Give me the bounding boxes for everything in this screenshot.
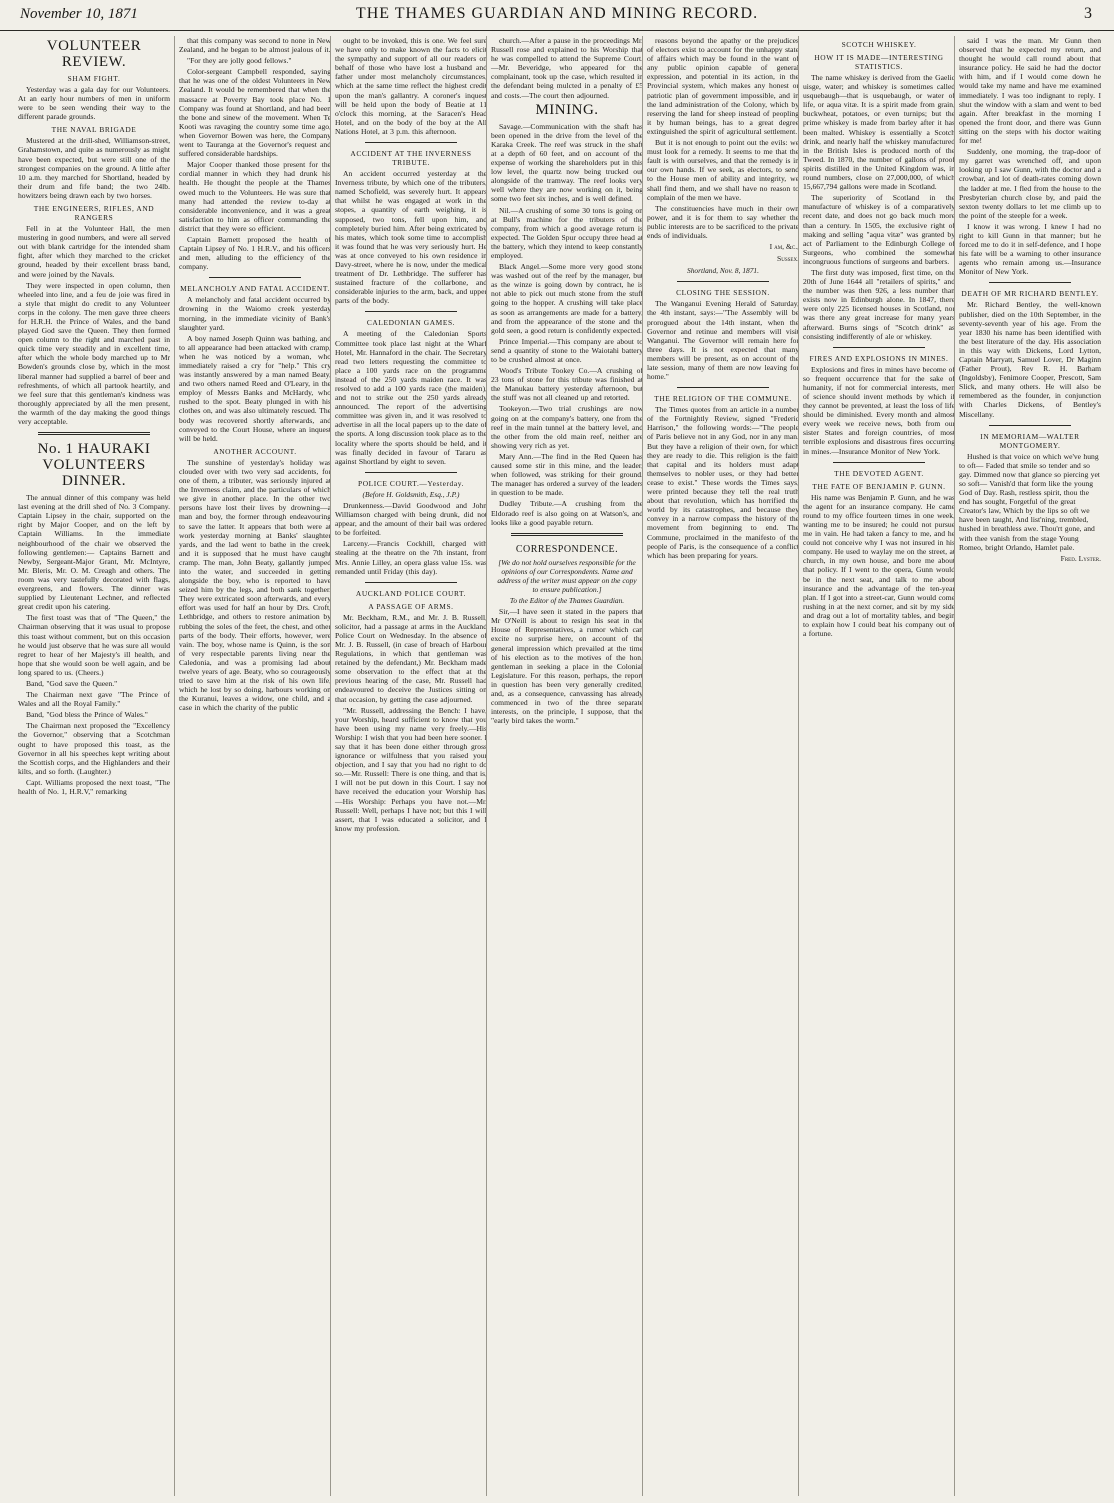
article-paragraph: that this company was second to none in New Zealand, and he began to be almost jealous of it. bbox=[179, 36, 331, 55]
article-paragraph: Mary Ann.—The find in the Red Queen has caused some stir in this mine, and the leader, when followed, was striking for their ground. The manager has ordered a survey of the leaders in question to be made. bbox=[491, 451, 643, 498]
section-divider bbox=[365, 311, 457, 312]
poem-author: Fred. Lyster. bbox=[1060, 553, 1101, 563]
headline-volunteer-review: VOLUNTEER REVIEW. bbox=[46, 38, 142, 70]
headline-another-account: ANOTHER ACCOUNT. bbox=[213, 446, 297, 456]
column-6 bbox=[798, 36, 955, 1496]
article-paragraph: Suddenly, one morning, the trap-door of my garret was wrenched off, and upon looking up I saw Gunn, with the doctor and a crowbar, and lot of death-rates coming down the ladder at me. I fled from the house to the Presbyterian church close by, and paid the sexton twenty dollars to let me climb up to the point of the steeple for a week. bbox=[959, 147, 1101, 220]
section-divider bbox=[989, 282, 1071, 283]
subhead-naval-brigade: THE NAVAL BRIGADE bbox=[51, 125, 137, 135]
article-paragraph: "For they are jolly good fellows." bbox=[187, 56, 292, 66]
article-paragraph: The Chairman next gave "The Prince of Wales and all the Royal Family." bbox=[18, 690, 170, 709]
article-paragraph: A melancholy and fatal accident occurred by drowning in the Waiomo creek yesterday morning, in the immediate vicinity of Bank's slaughter yard. bbox=[179, 295, 331, 332]
article-paragraph: His name was Benjamin P. Gunn, and he was the agent for an insurance company. He came round to my office fourteen times in one week, wanting me to be insured; he could not pursue me in vain. He had taken a fancy to me, and he could not conceive why I was not insured in his company. He used to waylay me on the street, at church, in my own house, and bore me about that policy. If I went to the opera, Gunn would be in the next seat, and talk to me about insurance and the advantage of the ten-year plan. If I got into a street-car, Gunn would come rushing in at the next corner, and sit by my side and drag out a lot of mortality tables, and begin to explain how I could beat his company out of a fortune. bbox=[803, 492, 955, 639]
column-7 bbox=[954, 36, 1101, 1496]
editor-disclaimer: [We do not hold ourselves responsible for the opinions of our Correspondents. Name and address of the writer must appear on the copy to ensure publication.] bbox=[497, 557, 637, 594]
page-number: 3 bbox=[1084, 5, 1092, 22]
article-paragraph: Fell in at the Volunteer Hall, the men mustering in good numbers, and were all served out with blank cartridge for the intended sham fight, after which they marched to the cricket ground, headed by their excellent brass band, and were joined by the Navals. bbox=[18, 224, 170, 279]
headline-devoted-agent: THE DEVOTED AGENT. bbox=[834, 468, 924, 478]
section-divider bbox=[38, 432, 150, 435]
article-paragraph: The constituencies have much in their own power, and it is for them to say whether the public interests are to be sacrificed to the private ends of individuals. bbox=[647, 203, 799, 240]
article-paragraph: Tookeyon.—Two trial crushings are now going on at the company's battery, one from the reef in the main tunnel at the battery level, and the other from the old main reef, neither are showing very rich as yet. bbox=[491, 404, 643, 450]
article-paragraph: Mustered at the drill-shed, Williamson-street, Grahamstown, and quite as numerously as might have been expected, but were still one of the strongest companies on the ground. A little after 10 a.m. they marched for Shortland, headed by their drum and fife band; the two 24lb. howitzers being drawn each by two horses. bbox=[18, 136, 170, 200]
headline-inverness-accident: ACCIDENT AT THE INVERNESS TRIBUTE. bbox=[350, 149, 472, 168]
headline-police-court: POLICE COURT.—Yesterday. bbox=[358, 478, 464, 488]
headline-death-bentley: DEATH OF MR RICHARD BENTLEY. bbox=[961, 289, 1099, 299]
article-paragraph: church.—After a pause in the proceedings Mr. Russell rose and explained to his Worship that he was compelled to attend the Supreme Court.—Mr. Beveridge, who appeared for the complainant, took up the case, which resulted in the defendant being mulcted in a penalty of £5 and costs.—The court then adjourned. bbox=[491, 36, 643, 100]
headline-closing-session: CLOSING THE SESSION. bbox=[676, 288, 770, 298]
headline-mining: MINING. bbox=[535, 101, 599, 118]
section-divider bbox=[677, 387, 769, 388]
article-paragraph: Captain Barnett proposed the health of Captain Lipsey of No. 1 H.R.V., and his officers and men, alluding to the efficiency of the company. bbox=[179, 234, 331, 272]
article-paragraph: The Chairman next proposed the "Excellency the Governor," observing that a Scotchman ought to have proposed this toast, as the Governor in all his speeches kept writing about the Scottish corps, and the Highlanders and their kilts, and so forth. (Laughter.) bbox=[18, 721, 170, 776]
article-paragraph: Color-sergeant Campbell responded, saying that he was one of the oldest Volunteers in New Zealand. It would be remembered that when the massacre at Poverty Bay took place No. 1 Company was found at Shortland, and had been the bone and sinew of the movement. When Te Kooti was ravaging the country some time ago, when Governor Bowen was here, the Company went to Tauranga at the Governor's request and suffered considerable hardships. bbox=[179, 67, 331, 159]
article-paragraph: A meeting of the Caledonian Sports Committee took place last night at the Wharf Hotel, Mr. Hannaford in the chair. The Secretary read two letters requesting the committee to place a 100 yards race on the programme instead of the 250 yards maiden race. It was resolved to add a 100 yards race (the maiden), and not to strike out the 250 yards already announced. The report of the advertising committee was given in, and it was resolved to advertise in all the local papers up to the date of the sports. A long discussion took place as to the locality where the sports should be held, and it was finally decided in favour of Tararu as against Shortland by eight to seven. bbox=[335, 329, 487, 466]
section-divider bbox=[365, 582, 457, 583]
article-paragraph: Black Angel.—Some more very good stone was washed out of the reef by the manager, but as the winze is going down by contract, he is not able to pick out much stone from the stuff going to the hopper. A crushing will take place as soon as arrangements are made for a battery, and from the appearance of the stone and the gold seen, a good return is confidently expected. bbox=[491, 262, 643, 335]
letter-dateline: Shortland, Nov. 8, 1871. bbox=[687, 266, 759, 276]
article-paragraph: The first duty was imposed, first time, on the 20th of June 1644 all "retailers of spirits," and the number was then 926, a less number than exists now in Edinburgh alone. In 1847, there were only 225 licensed houses in Scotland, nor was there any great increase for many years afterward. Burns sings of "Scotch drink" as consisting indifferently of ale or whiskey. bbox=[803, 267, 955, 341]
headline-scotch-whiskey: SCOTCH WHISKEY. bbox=[841, 40, 917, 49]
section-divider bbox=[833, 462, 925, 463]
article-paragraph: Mr. Richard Bentley, the well-known publisher, died on the 10th September, in the seventy-seventh year of his age. From the year 1830 his name has been identified with the best literature of the day. His association in this way with Dickens, Lord Lytton, Captain Marryatt, Samuel Lover, Dr Maginn (Father Prout), Rev R. H. Barham (Ingoldsby), Fenimore Cooper, Prescott, Sam Slick, and many others. He will also be remembered as the founder, in conjunction with Charles Dickens, of Bentley's Miscellany. bbox=[959, 300, 1101, 419]
article-paragraph: Drunkenness.—David Goodwood and John Williamson charged with being drunk, did not appear, and the amount of their bail was ordered to be forfeited. bbox=[335, 500, 487, 538]
article-paragraph: Band, "God save the Queen." bbox=[26, 678, 118, 688]
article-paragraph: Prince Imperial.—This company are about to send a quantity of stone to the Waiotahi battery to be crushed almost at once. bbox=[491, 336, 643, 364]
section-divider bbox=[677, 281, 769, 282]
article-paragraph: Savage.—Communication with the shaft has been opened in the drive from the level of the Karaka Creek. The reef was struck in the shaft at a depth of 60 feet, and on account of the expense of working the shareholders put in this low level, the quartz now being trucked out alongside of the tramway. The reef looks very well where they are now working on it, being some two feet six inches, and is well defined. bbox=[491, 121, 643, 204]
article-paragraph: I know it was wrong. I knew I had no right to kill Gunn in that manner; but he forced me to do it in self-defence, and I hope his fate will be a warning to other insurance agents who remain among us.—Insurance Monitor of New York. bbox=[959, 221, 1101, 277]
section-divider bbox=[511, 533, 623, 536]
subhead-engineers: THE ENGINEERS, RIFLES, AND RANGERS bbox=[33, 204, 155, 223]
article-paragraph: Yesterday was a gala day for our Volunteers. At an early hour numbers of men in uniform were to be seen wending their way to the different parade grounds. bbox=[18, 85, 170, 122]
article-paragraph: They were inspected in open column, then wheeled into line, and a feu de joie was fired in a style that might do credit to any Volunteer corps in the colony. The men gave three cheers for H.R.H. the Prince of Wales, and the band played God save the Queen. They then formed open column to the right and marched past in quick time very steadily and in excellent time, after which the whole body marched up to Mr Bowden's grounds close by, which in the most liberal manner had supplied a barrel of beer and refreshments, of which all partook heartily, and we feel sure that this gentleman's kindness was thoroughly appreciated by all the men present, the warmth of the day making the good things very acceptable. bbox=[18, 280, 170, 426]
article-paragraph: Nil.—A crushing of some 30 tons is going on at Bull's machine for the tributers of the company, from which a good average return is expected. The Golden Spur occupy three head at the battery, which they intend to keep constantly employed. bbox=[491, 205, 643, 260]
subhead-passage-of-arms: A PASSAGE OF ARMS. bbox=[368, 601, 454, 611]
section-divider bbox=[833, 347, 925, 348]
article-paragraph: But it is not enough to point out the evils: we must look for a remedy. It seems to me that the fault is with ourselves, and that the remedy is in our own hands. If we seek, as electors, to send to the House men of ability and integrity, we shall find them, and we shall have no reason to complain of the men we have. bbox=[647, 138, 799, 202]
column-2 bbox=[174, 36, 331, 1496]
article-paragraph: The Wanganui Evening Herald of Saturday, the 4th instant, says:—"The Assembly will be prorogued about the 14th instant, when the Governor and retinue and members will visit Wanganui. The Governor will remain here for three days. It is not expected that many members will be present, as on account of the late session, many of them are now leaving for home." bbox=[647, 299, 799, 382]
article-paragraph: "Mr. Russell, addressing the Bench: I have, your Worship, heard sufficient to know that you have been using my name very freely.—His Worship: I wish that you had been here sooner. I say that it has been done either through gross ignorance or wilfulness that you raised your objection, and I say that you had no right to do so.—Mr. Russell: There is one thing, and that is, I will not be put down in this Court. I say not have received the education your Worship has.—His Worship: Perhaps you have not.—Mr. Russell: Well, perhaps I have not; but this I will assert, that I was educated a solicitor, and I know my profession. bbox=[335, 705, 487, 833]
headline-hauraki-dinner: No. 1 HAURAKI VOLUNTEERS DINNER. bbox=[37, 441, 151, 490]
section-divider bbox=[365, 142, 457, 143]
article-paragraph: Band, "God bless the Prince of Wales." bbox=[26, 710, 148, 720]
newspaper-title: THE THAMES GUARDIAN AND MINING RECORD. bbox=[355, 5, 759, 22]
letter-address: To the Editor of the Thames Guardian. bbox=[509, 596, 625, 606]
article-paragraph: ought to be invoked, this is one. We feel sure we have only to make known the facts to elicit the sympathy and support of all our readers on behalf of those who have lost a husband and father under most melancholy circumstances, which at the same time reflect the highest credit upon the man's gallantry. A coroner's inquest will be held upon the body of Beatie at 11 o'clock this morning, at the Saracen's Head Hotel, and on the body of the boy at the All Nations Hotel, at 3 p.m. this afternoon. bbox=[335, 36, 487, 136]
section-divider bbox=[209, 277, 301, 278]
memorial-poem: Hushed is that voice on which we've hung to oft— Faded that smile so tender and so gay. Dimmed now that glance so piercing yet so soft— Vanish'd that form like the young God of Day. Rash, restless spirit, thou the end has sought, Forgetful of the great Creator's law, Which by the lips so oft we have been taught, And list'ning, trembled, hushed in breathless awe. Thou'rt gone, and with thee vanish from the stage Young Romeo, bright Orlando, Hamlet pale. bbox=[959, 451, 1100, 552]
column-5 bbox=[642, 36, 799, 1496]
article-paragraph: The superiority of Scotland in the manufacture of whiskey is of a comparatively recent date, and does not go back much more than a century. In 1505, the exclusive right of making and selling "aqua vitæ" was granted by act of Parliament to the Edinburgh College of Surgeons, who combined the somewhat incongruous functions of surgeons and barbers. bbox=[803, 193, 955, 266]
headline-in-memoriam: IN MEMORIAM—WALTER MONTGOMERY. bbox=[980, 431, 1080, 450]
column-1 bbox=[18, 36, 170, 1496]
subhead-how-it-is-made: HOW IT IS MADE—INTERESTING STATISTICS. bbox=[814, 53, 944, 71]
subhead-fate-of-gunn: THE FATE OF BENJAMIN P. GUNN. bbox=[812, 481, 946, 491]
headline-fires-explosions: FIRES AND EXPLOSIONS IN MINES. bbox=[809, 353, 949, 363]
article-paragraph: The annual dinner of this company was held last evening at the drill shed of No. 3 Company. Captain Lipsey in the chair, supported on the right by Major Cooper, and on the left by Captain Williams. In the immediate neighbourhood of the chair we observed the following gentlemen:— Captains Barnett and Newby, Sergeant-Major Grant, Mr. McIntyre, Mr. Bleris, Mr. O. M. Creagh and others. The room was very tastefully decorated with flags, evergreens, and flowers. The dinner was supplied by Lieutenant Lechner, and reflected great credit upon his catering. bbox=[18, 493, 170, 612]
headline-fatal-accident: MELANCHOLY AND FATAL ACCIDENT. bbox=[180, 284, 330, 294]
article-paragraph: The sunshine of yesterday's holiday was clouded over with two very sad accidents, for one of them, a tributer, was seriously injured at the Inverness claim, and the particulars of which we give in another place. In the other two persons have lost their lives by drowning—a man and boy, the former through endeavouring to save the latter. It appears that both were at work yesterday morning at Banks' slaughter yards, and the lad went to bathe in the creek, and it is supposed that he must have caught cramp. The man, John Beaty, gallantly jumped into the water, and succeeded in getting alongside the boy, who is reported to have seized him by the legs, and both sank together. They were extricated soon afterwards, and every effort was used for half an hour by Drs. Croft, Lethbridge, and others to restore animation by rubbing the soles of the feet, the chest, and other parts of the body. Their efforts, however, were vain. The boy, whose name is Quinn, is the son of very respectable parents living near the Caledonia, and was a promising lad about twelve years of age. Beaty, who so courageously tried to save him at the risk of his own life, which he lost by so doing, harbours working on the Kuranui, leaves a widow, one child, and a case in which the charity of the public bbox=[179, 457, 331, 713]
article-paragraph: Mr. Beckham, R.M., and Mr. J. B. Russell, solicitor, had a passage at arms in the Auckland Police Court on Wednesday. In the absence of Mr. J. B. Russell, (in case of breach of Harbour Regulations, in which that gentleman was retained by the defendant,) Mr. Beckham made some observation to the effect that at the previous hearing of the case, Mr. Russell had endeavoured to deceive the Justices sitting on that occasion, by getting the case adjourned. bbox=[335, 612, 487, 704]
column-4 bbox=[486, 36, 643, 1496]
article-paragraph: Dudley Tribute.—A crushing from the Eldorado reef is also going on at Watson's, and looks like a good payable return. bbox=[491, 499, 643, 527]
article-paragraph: An accident occurred yesterday at the Inverness tribute, by which one of the tributers, named Schofield, was severely hurt. It appears that whilst he was engaged at work in the stopes, a quantity of earth weighing, it is supposed, two tons, fell upon him, and completely buried him. After being extricated by his mates, which took some time to accomplish it was found that he was very seriously hurt. He was at once conveyed to his own residence in Davy-street, where he is now, under the medical treatment of Dr. Lethbridge. The sufferer has sustained fracture of the collarbone, and considerable injuries to the arm, back, and upper parts of the body. bbox=[335, 169, 487, 306]
article-paragraph: reasons beyond the apathy or the prejudices of electors exist to account for the unhappy state of affairs which may be found in the want of any public opinion capable of general expression, and potential in its action, in the Provincial system, which makes any honest or patriotic plan of government impossible, and in the land administration of the Colony, which by reserving the land for sheep instead of peopling it by human beings, has to a great degree extinguished the spirit of agricultural settlement. bbox=[647, 36, 799, 136]
headline-caledonian-games: CALEDONIAN GAMES. bbox=[366, 318, 456, 328]
section-divider bbox=[989, 425, 1071, 426]
article-paragraph: The first toast was that of "The Queen," the Chairman observing that it was usual to propose this toast without comment, but on this occasion he would just observe that he was sure all would regret to hear of her Majesty's ill health, and hope that she would soon be well again, and be long spared to us. (Cheers.) bbox=[18, 613, 170, 677]
issue-date: November 10, 1871 bbox=[20, 6, 138, 22]
subhead-sham-fight: SHAM FIGHT. bbox=[67, 74, 121, 83]
letter-closing: I am, &c., bbox=[769, 242, 799, 252]
letter-signature: Sussex. bbox=[777, 254, 799, 264]
masthead bbox=[0, 0, 1114, 31]
headline-religion-commune: THE RELIGION OF THE COMMUNE. bbox=[654, 394, 792, 404]
headline-auckland-police-court: AUCKLAND POLICE COURT. bbox=[355, 588, 467, 598]
article-paragraph: The name whiskey is derived from the Gaelic uisge, water; and whiskey is sometimes called usquebaugh—that is usquebaugh, or water of life, or aqua vitæ. It is a spirit made from grain, buckwheat, potatoes, or even turnips; but the prime whiskey is made from barley after it has been malted. Whiskey is essentially a Scotch drink, and nearly half the whiskey manufactured in the British Isles is produced north of the Tweed. In 1870, the number of gallons of proof spirits distilled in the United Kingdom was, in round numbers, close on 27,000,000, of which 15,667,794 gallons were made in Scotland. bbox=[803, 73, 955, 192]
article-paragraph: The Times quotes from an article in a number of the Fortnightly Review, signed "Frederic Harrison," the following words:—"The people of Paris believe not in any God, nor in any man. But they have a religion of their own, for which they are ready to die. This religion is the faith that capital and its holders must adapt themselves to nobler uses, or they had better cease to exist." These words the Times says, were printed because they tell the real truth about that revolution, which has horrified the world by its catastrophes, and because they convey in a narrow compass the history of the movement from beginning to end. The Commune, proclaimed in the manifesto of the people of Paris, is the consequence of a conflict which has been preparing for years. bbox=[647, 405, 799, 560]
article-paragraph: said I was the man. Mr Gunn then observed that he expected my return, and thought he would call round about that insurance policy. He said he had the doctor with him, and if I would come down he would take my name and have me examined immediately. I was too indignant to reply. I shut the window with a slam and went to bed again. After breakfast in the morning I opened the front door, and there was Gunn sitting on the steps with his doctor waiting for me! bbox=[959, 36, 1101, 146]
column-3 bbox=[330, 36, 487, 1496]
article-paragraph: A boy named Joseph Quinn was bathing, and to all appearance had been attacked with cramp, when he was noticed by a woman, who immediately raised a cry for "help." This cry was instantly answered by a man named Beaty, and two others named Reed and O'Leary, in the employ of Messrs Banks and McHardy, who rushed to the spot. Beaty plunged in with his clothes on, and was also ultimately rescued. The body was recovered shortly afterwards, and conveyed to the Court House, where an inquest will be held. bbox=[179, 333, 331, 443]
article-paragraph: Sir,—I have seen it stated in the papers that Mr O'Neill is about to resign his seat in the House of Representatives, a rumor which can excite no surprise here, on account of the general impression which prevailed at the time of his election as to the motives of the hon. gentleman in seeking a place in the Colonial Legislature. For this reason, perhaps, the report in question has been very generally credited, and, as a consequence, canvassing has already commenced in two of the three separate interests, on the principle, I suppose, that the "early bird takes the worm." bbox=[491, 607, 643, 726]
police-court-magistrate: (Before H. Goldsmith, Esq., J.P.) bbox=[362, 489, 460, 499]
section-divider bbox=[365, 472, 457, 473]
article-paragraph: Larceny.—Francis Cockhill, charged with stealing at the theatre on the 7th instant, from Mrs. Annie Lilley, an opera glass value 15s. was remanded until Friday (this day). bbox=[335, 539, 487, 576]
article-paragraph: Major Cooper thanked those present for the cordial manner in which they had drunk his health. He thought the people at the Thames owed much to the Volunteers. He was sure that many had attended the review to-day at considerable inconvenience, and it was a great satisfaction to him as officer commanding the district that they were so efficient. bbox=[179, 160, 331, 233]
headline-correspondence: CORRESPONDENCE. bbox=[515, 543, 619, 555]
article-paragraph: Wood's Tribute Tookey Co.—A crushing of 23 tons of stone for this tribute was finished at the Manukau battery yesterday afternoon, but the stuff was not all cleaned up and retorted. bbox=[491, 366, 643, 403]
article-paragraph: Explosions and fires in mines have become of so frequent occurrence that for the sake of humanity, if not for commercial interests, men of science should invent methods by which if they cannot be prevented, at least the loss of life should be diminished. Every month and almost every week we receive news, both from our sister States and foreign countries, of most terrible explosions and disastrous fires occurring in mines.—Insurance Monitor of New York. bbox=[803, 364, 955, 456]
article-paragraph: Capt. Williams proposed the next toast, "The health of No. 1, H.R.V," remarking bbox=[18, 777, 170, 796]
